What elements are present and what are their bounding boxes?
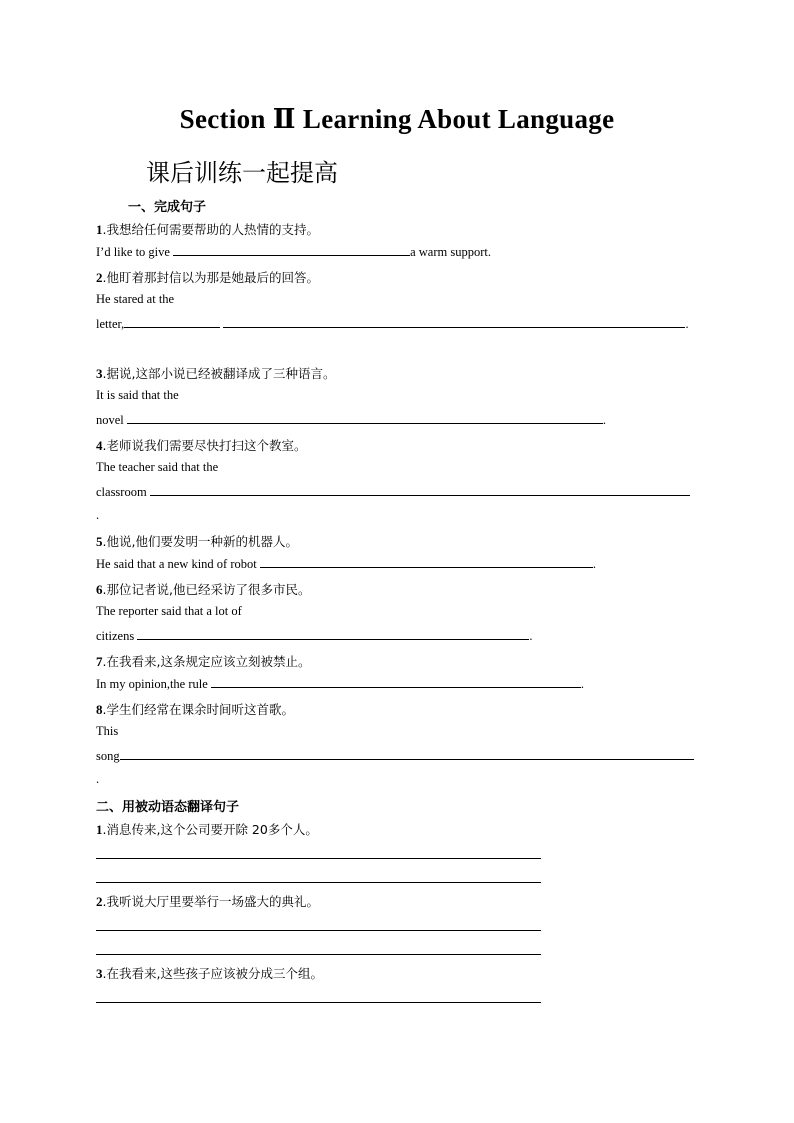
answer-prefix-6: The reporter said that a lot of	[96, 604, 242, 618]
question-7: 7.在我看来,这条规定应该立刻被禁止。	[96, 654, 311, 669]
answer-prefix-2: He stared at the	[96, 292, 175, 306]
question-1: 1.我想给任何需要帮助的人热情的支持。	[96, 222, 319, 237]
translate-answer-line-2b[interactable]	[96, 954, 541, 955]
answer-blank-5[interactable]	[260, 556, 593, 568]
page-subtitle: 课后训练一起提高	[146, 159, 338, 187]
question-6: 6.那位记者说,他已经采访了很多市民。	[96, 582, 311, 597]
answer-blank-8[interactable]	[120, 748, 694, 760]
answer-prefix-3: It is said that the	[96, 388, 179, 402]
question-4: 4.老师说我们需要尽快打扫这个教室。	[96, 438, 307, 453]
answer-blank-7[interactable]	[211, 676, 581, 688]
answer-line-8: song	[96, 748, 694, 764]
page-title: Section Ⅱ Learning About Language	[179, 104, 615, 134]
question-3: 3.据说,这部小说已经被翻译成了三种语言。	[96, 366, 336, 381]
answer-end-4: .	[96, 508, 100, 522]
section-heading-2: 二、用被动语态翻译句子	[96, 800, 240, 815]
translate-answer-line-1a[interactable]	[96, 858, 541, 859]
question-5: 5.他说,他们要发明一种新的机器人。	[96, 534, 298, 549]
translate-question-2: 2.我听说大厅里要举行一场盛大的典礼。	[96, 894, 319, 909]
question-8: 8.学生们经常在课余时间听这首歌。	[96, 702, 294, 717]
answer-prefix-8: This	[96, 724, 119, 738]
translate-question-3: 3.在我看来,这些孩子应该被分成三个组。	[96, 966, 323, 981]
question-2: 2.他盯着那封信以为那是她最后的回答。	[96, 270, 319, 285]
answer-prefix-4: The teacher said that the	[96, 460, 219, 474]
section-heading-1: 一、完成句子	[128, 200, 207, 215]
translate-question-1: 1.消息传来,这个公司要开除 20多个人。	[96, 822, 318, 837]
translate-answer-line-2a[interactable]	[96, 930, 541, 931]
answer-line-2: letter, .	[96, 317, 689, 331]
answer-line-3: novel .	[96, 413, 607, 427]
answer-blank-2b[interactable]	[223, 316, 685, 328]
answer-blank-2a[interactable]	[124, 316, 220, 328]
answer-blank-1[interactable]	[173, 244, 410, 256]
translate-answer-line-3a[interactable]	[96, 1002, 541, 1003]
answer-blank-6[interactable]	[137, 628, 529, 640]
answer-line-4: classroom	[96, 484, 690, 500]
translate-answer-line-1b[interactable]	[96, 882, 541, 883]
answer-blank-3[interactable]	[127, 412, 603, 424]
answer-line-6: citizens .	[96, 629, 533, 643]
answer-line-5: He said that a new kind of robot .	[96, 557, 596, 571]
answer-blank-4[interactable]	[150, 484, 690, 496]
answer-end-8: .	[96, 772, 100, 786]
answer-line-1: I’d like to give a warm support.	[96, 245, 491, 259]
answer-line-7: In my opinion,the rule .	[96, 677, 585, 691]
